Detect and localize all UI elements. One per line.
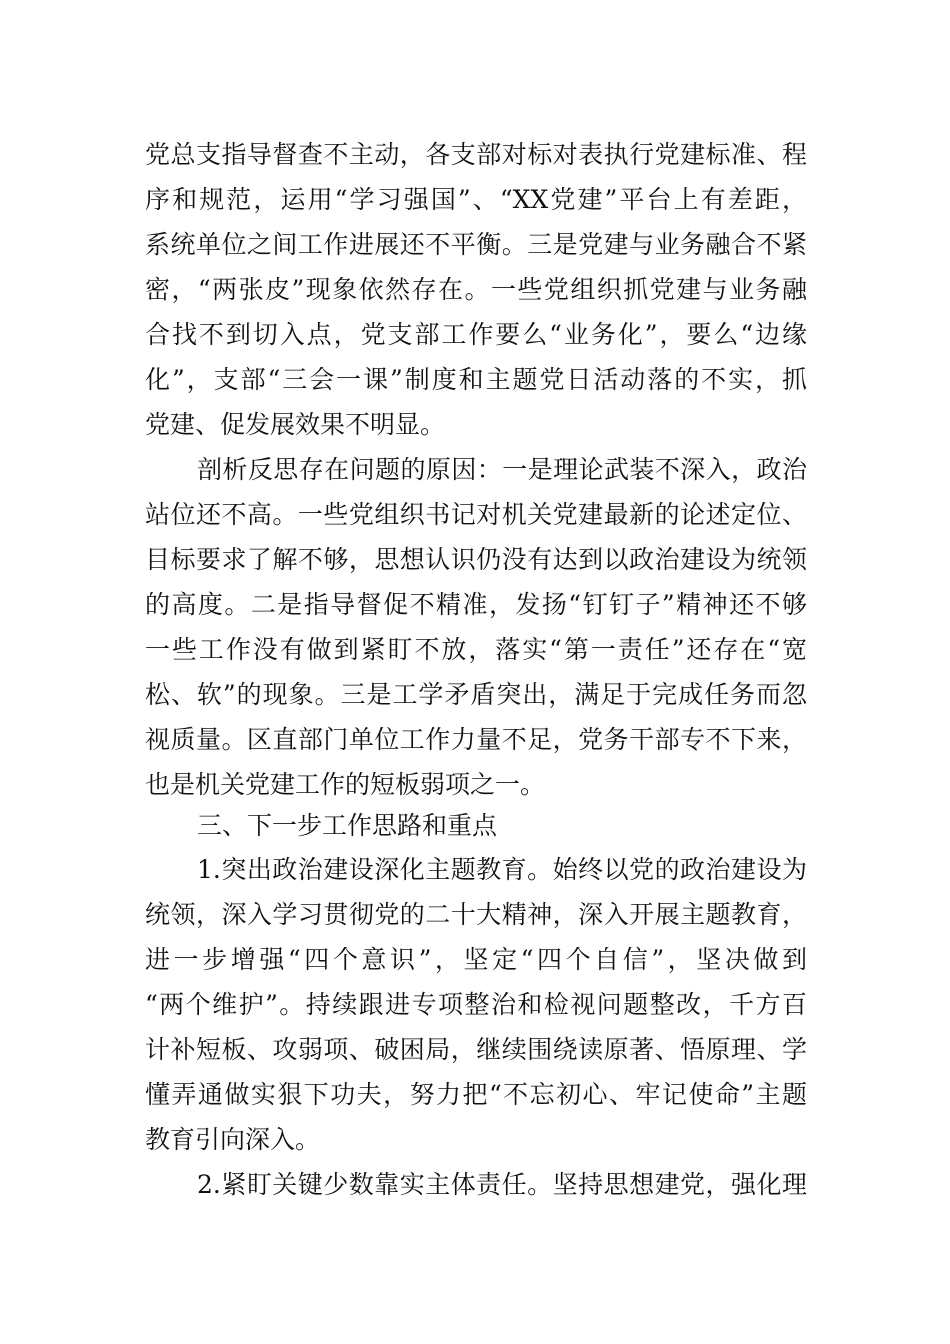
paragraph-line: 的高度。二是指导督促不精准，发扬“钉钉子”精神还不够 [145,590,807,619]
paragraph-line: 2.紧盯关键少数靠实主体责任。坚持思想建党，强化理 [197,1170,807,1199]
paragraph-line: 剖析反思存在问题的原因：一是理论武装不深入，政治 [197,455,807,484]
paragraph-line: 一些工作没有做到紧盯不放，落实“第一责任”还存在“宽 [145,635,807,664]
paragraph-line: 统领，深入学习贯彻党的二十大精神，深入开展主题教育， [145,900,807,929]
paragraph-line: 系统单位之间工作进展还不平衡。三是党建与业务融合不紧 [145,230,807,259]
paragraph-line: “两个维护”。持续跟进专项整治和检视问题整改，千方百 [145,990,807,1019]
paragraph-line: 松、软”的现象。三是工学矛盾突出，满足于完成任务而忽 [145,680,807,709]
paragraph-line: 站位还不高。一些党组织书记对机关党建最新的论述定位、 [145,500,807,529]
paragraph-line: 化”，支部“三会一课”制度和主题党日活动落的不实，抓 [145,365,807,394]
paragraph-line: 计补短板、攻弱项、破困局，继续围绕读原著、悟原理、学 [145,1035,807,1064]
paragraph-line: 进一步增强“四个意识”，坚定“四个自信”，坚决做到 [145,945,807,974]
paragraph-line: 合找不到切入点，党支部工作要么“业务化”，要么“边缘 [145,320,807,349]
paragraph-line: 序和规范，运用“学习强国”、“XX党建”平台上有差距， [145,185,807,214]
paragraph-line: 教育引向深入。 [145,1125,321,1154]
section-heading: 三、下一步工作思路和重点 [197,811,498,840]
paragraph-line: 密，“两张皮”现象依然存在。一些党组织抓党建与业务融 [145,275,807,304]
paragraph-line: 党建、促发展效果不明显。 [145,410,446,439]
paragraph-line: 视质量。区直部门单位工作力量不足，党务干部专不下来， [145,725,807,754]
paragraph-line: 党总支指导督查不主动，各支部对标对表执行党建标准、程 [145,140,807,169]
paragraph-line: 1.突出政治建设深化主题教育。始终以党的政治建设为 [197,855,807,884]
paragraph-line: 懂弄通做实狠下功夫，努力把“不忘初心、牢记使命”主题 [145,1080,807,1109]
paragraph-line: 目标要求了解不够，思想认识仍没有达到以政治建设为统领 [145,545,807,574]
paragraph-line: 也是机关党建工作的短板弱项之一。 [145,770,546,799]
